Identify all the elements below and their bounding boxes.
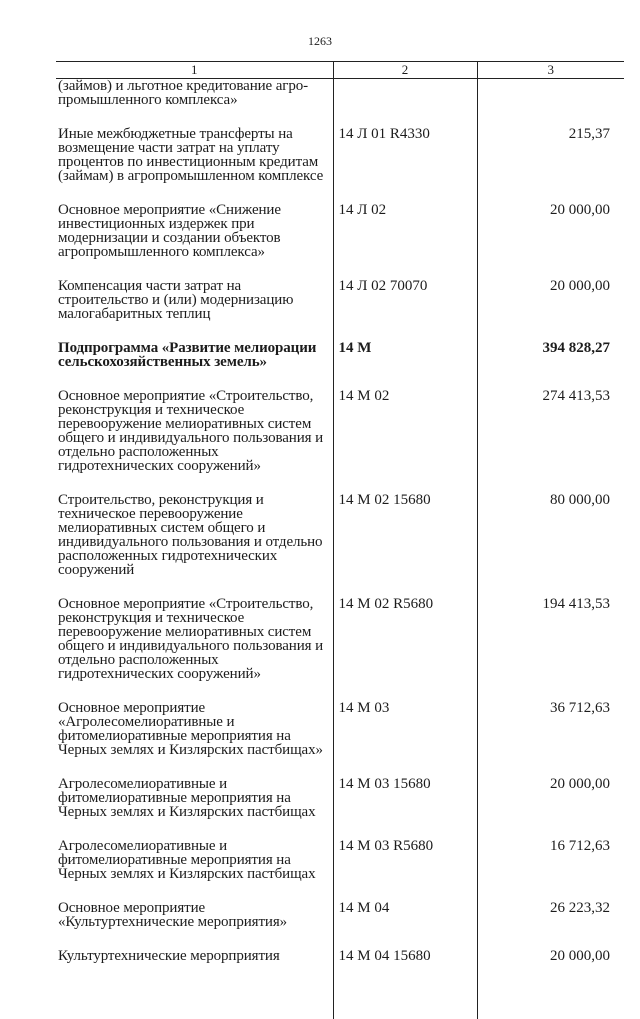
row-amount-cell xyxy=(477,79,624,128)
row-amount-cell: 20 000,00 xyxy=(477,777,624,839)
table-row xyxy=(56,279,624,341)
row-name-cell: Основное мероприятие «Строительство, реконструкция и техническое перевооружение мелиоративных систем общего и индивидуального пользования и отдельно расположенных гидротехнических сооружений» xyxy=(56,389,333,493)
table-row xyxy=(56,597,624,701)
row-amount-cell: 80 000,00 xyxy=(477,493,624,597)
row-code-cell: 14 М 04 xyxy=(333,901,477,949)
table-header xyxy=(56,62,624,79)
row-code-cell: 14 М 02 R5680 xyxy=(333,597,477,701)
table-row xyxy=(56,777,624,839)
row-name-cell: Иные межбюджетные трансферты на возмещение части затрат на уплату процентов по инвестиционным кредитам (займам) в агропромышленном комплексе xyxy=(56,127,333,203)
table-row xyxy=(56,901,624,949)
row-code-cell: 14 М 02 15680 xyxy=(333,493,477,597)
column-header-3: 3 xyxy=(477,62,624,79)
row-code-cell: 14 М 03 15680 xyxy=(333,777,477,839)
row-code-cell: 14 М 02 xyxy=(333,389,477,493)
row-amount-cell: 194 413,53 xyxy=(477,597,624,701)
row-name-cell: Основное мероприятие «Снижение инвестиционных издержек при модернизации и создании объектов агропромышленного комплекса» xyxy=(56,203,333,279)
table-row xyxy=(56,839,624,901)
row-name-cell: Основное мероприятие «Культуртехнические мероприятия» xyxy=(56,901,333,949)
row-name-cell: (займов) и льготное кредитование агро-промышленного комплекса» xyxy=(56,79,333,128)
row-amount-cell: 26 223,32 xyxy=(477,901,624,949)
row-code-cell: 14 Л 01 R4330 xyxy=(333,127,477,203)
table-row xyxy=(56,493,624,597)
row-amount-cell: 215,37 xyxy=(477,127,624,203)
table-row xyxy=(56,79,624,128)
row-amount-cell: 20 000,00 xyxy=(477,203,624,279)
row-name-cell: Агролесомелиоративные и фитомелиоративные мероприятия на Черных землях и Кизлярских пастбищах xyxy=(56,777,333,839)
budget-table xyxy=(56,61,624,1019)
row-amount-cell: 394 828,27 xyxy=(477,341,624,389)
row-name-cell: Основное мероприятие «Агролесомелиоративные и фитомелиоративные мероприятия на Черных землях и Кизлярских пастбищах» xyxy=(56,701,333,777)
row-code-cell: 14 М 03 xyxy=(333,701,477,777)
row-code-cell: 14 М 03 R5680 xyxy=(333,839,477,901)
row-amount-cell: 274 413,53 xyxy=(477,389,624,493)
row-code-cell xyxy=(333,79,477,128)
table-row xyxy=(56,127,624,203)
row-name-cell: Культуртехнические мерорприятия xyxy=(56,949,333,1019)
row-amount-cell: 20 000,00 xyxy=(477,949,624,1019)
table-row xyxy=(56,389,624,493)
row-name-cell: Подпрограмма «Развитие мелиорации сельскохозяйственных земель» xyxy=(56,341,333,389)
row-code-cell: 14 М 04 15680 xyxy=(333,949,477,1019)
row-code-cell: 14 Л 02 70070 xyxy=(333,279,477,341)
page-number: 1263 xyxy=(0,34,640,49)
column-header-2: 2 xyxy=(333,62,477,79)
table-row xyxy=(56,341,624,389)
column-header-1: 1 xyxy=(56,62,333,79)
row-code-cell: 14 М xyxy=(333,341,477,389)
row-name-cell: Компенсация части затрат на строительство и (или) модернизацию малогабаритных теплиц xyxy=(56,279,333,341)
row-amount-cell: 16 712,63 xyxy=(477,839,624,901)
table-row xyxy=(56,949,624,1019)
row-name-cell: Основное мероприятие «Строительство, реконструкция и техническое перевооружение мелиоративных систем общего и индивидуального пользования и отдельно расположенных гидротехнических сооружений» xyxy=(56,597,333,701)
row-name-cell: Строительство, реконструкция и техническое перевооружение мелиоративных систем общего и индивидуального пользования и отдельно расположенных гидротехнических сооружений xyxy=(56,493,333,597)
row-amount-cell: 20 000,00 xyxy=(477,279,624,341)
table-body xyxy=(56,79,624,1019)
table-row xyxy=(56,203,624,279)
row-name-cell: Агролесомелиоративные и фитомелиоративные мероприятия на Черных землях и Кизлярских пастбищах xyxy=(56,839,333,901)
table-row xyxy=(56,701,624,777)
row-amount-cell: 36 712,63 xyxy=(477,701,624,777)
row-code-cell: 14 Л 02 xyxy=(333,203,477,279)
